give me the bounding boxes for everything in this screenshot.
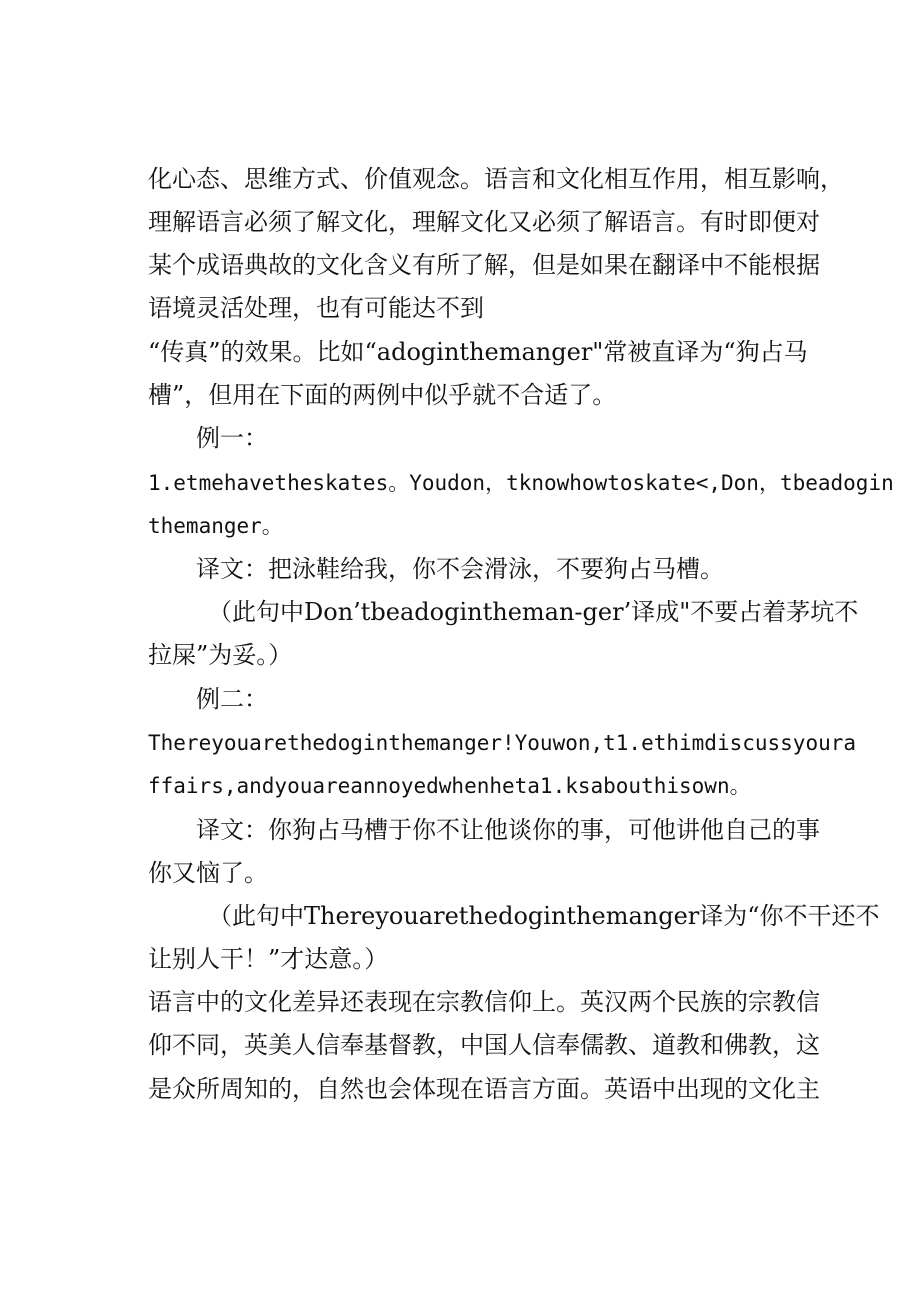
paragraph-line: “传真”的效果。比如“adoginthemanger"常被直译为“狗占马 [148,338,808,366]
paragraph-line: 是众所周知的，自然也会体现在语言方面。英语中出现的文化主 [148,1075,820,1103]
paragraph-line: 理解语言必须了解文化，理解文化又必须了解语言。有时即便对 [148,208,820,236]
example-sentence-line: Thereyouarethedoginthemanger!Youwon,t1.ethimdiscussyoura [148,731,857,755]
example-sentence-line: ffairs,andyouareannoyedwhenheta1.ksabouthisown。 [148,774,751,798]
example-sentence-line: 1.etmehavetheskates。Youdon，tknowhowtoskate<,Don，tbeadogin [148,471,894,495]
note-line: （此句中Thereyouarethedoginthemanger译为“你不干还不 [208,902,880,930]
note-line: （此句中Don’tbeadogintheman-ger’译成"不要占着茅坑不 [208,598,859,626]
paragraph-line: 语言中的文化差异还表现在宗教信仰上。英汉两个民族的宗教信 [148,988,820,1016]
paragraph-line: 语境灵活处理，也有可能达不到 [148,294,484,322]
note-line: 让别人干！”才达意。） [148,945,389,973]
note-line: 拉屎”为妥。） [148,641,293,669]
translation-line: 译文：你狗占马槽于你不让他谈你的事，可他讲他自己的事 [196,816,820,844]
example-heading: 例一： [196,424,268,452]
translation-line: 译文：把泳鞋给我，你不会滑泳，不要狗占马槽。 [196,555,724,583]
paragraph-line: 槽”，但用在下面的两例中似乎就不合适了。 [148,381,617,409]
example-heading: 例二： [196,685,268,713]
paragraph-line: 化心态、思维方式、价值观念。语言和文化相互作用，相互影响， [148,165,844,193]
paragraph-line: 仰不同，英美人信奉基督教，中国人信奉儒教、道教和佛教，这 [148,1031,820,1059]
translation-line: 你又恼了。 [148,859,268,887]
example-sentence-line: themanger。 [148,514,283,538]
paragraph-line: 某个成语典故的文化含义有所了解，但是如果在翻译中不能根据 [148,251,820,279]
